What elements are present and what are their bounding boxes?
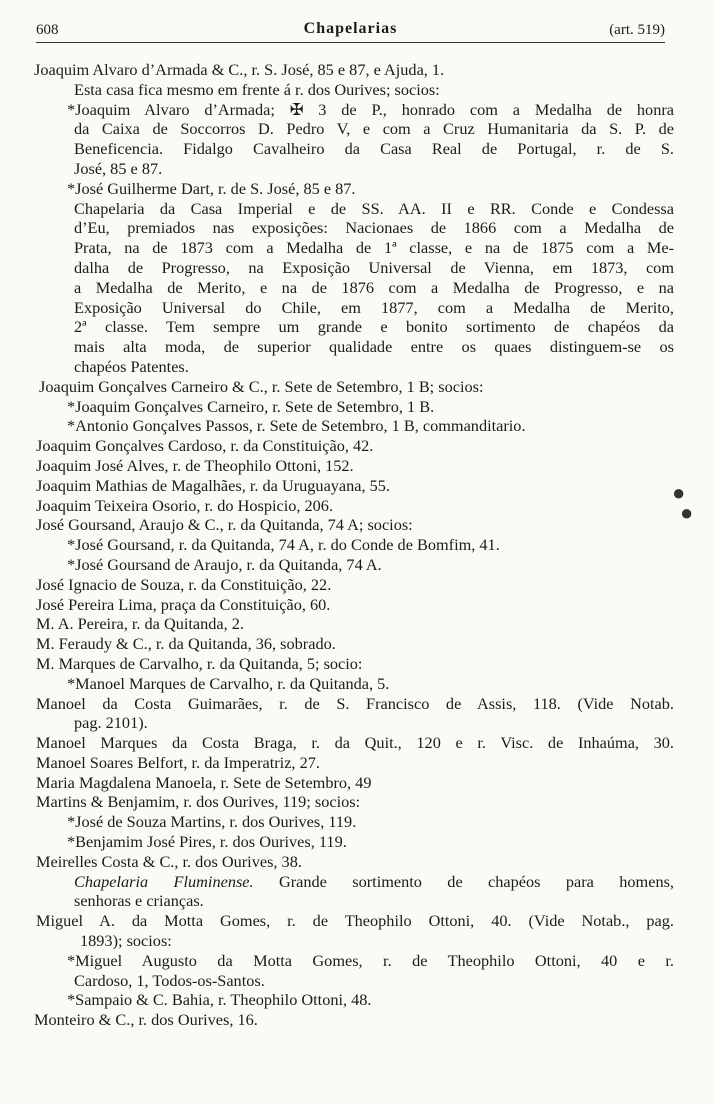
header-rule [36,42,665,43]
entry-line: Manoel Soares Belfort, r. da Imperatriz, 27. [36,752,320,772]
entry-line: pag. 2101). [74,713,148,733]
entry-line: Prata, na de 1873 com a Medalha de 1ª classe, e na de 1875 com a Me- [74,238,674,258]
article-reference: (art. 519) [609,22,665,38]
entry-line: Joaquim Mathias de Magalhães, r. da Uruguayana, 55. [36,475,391,495]
entry-line: Chapelaria Fluminense. Grande sortimento de chapéos para homens, [74,871,674,891]
ink-blot-icon: ● [680,500,694,525]
entry-line: *Antonio Gonçalves Passos, r. Sete de Setembro, 1 B, commanditario. [67,416,526,436]
entry-line: 2ª classe. Tem sempre um grande e bonito sortimento de chapéos da [74,317,674,337]
entry-line: M. Feraudy & C., r. da Quitanda, 36, sobrado. [36,634,336,654]
entry-line: a Medalha de Merito, e na de 1876 com a Medalha de Progresso, e na [74,277,674,297]
entry-line: Cardoso, 1, Todos-os-Santos. [74,970,265,990]
page-title: Chapelarias [303,20,398,37]
entry-line: dalha de Progresso, na Exposição Universal de Vienna, em 1873, com [74,257,674,277]
entry-line: *José Goursand de Araujo, r. da Quitanda, 74 A. [67,554,382,574]
entry-line: *Joaquim Alvaro d’Armada; ✠ 3 de P., honrado com a Medalha de honra [67,99,674,119]
entry-line: Joaquim José Alves, r. de Theophilo Ottoni, 152. [36,455,354,475]
entry-line: *Manoel Marques de Carvalho, r. da Quitanda, 5. [67,673,390,693]
entry-line: Martins & Benjamim, r. dos Ourives, 119; socios: [36,792,361,812]
entry-line: Chapelaria da Casa Imperial e de SS. AA. II e RR. Conde e Condessa [74,198,674,218]
entry-line: Esta casa fica mesmo em frente á r. dos Ourives; socios: [74,79,440,99]
entry-line: Exposição Universal do Chile, em 1877, com a Medalha de Merito, [74,297,674,317]
entry-line: M. Marques de Carvalho, r. da Quitanda, 5; socio: [36,653,363,673]
entry-line: *Benjamim José Pires, r. dos Ourives, 119. [67,832,347,852]
entry-line: Joaquim Gonçalves Cardoso, r. da Constituição, 42. [36,436,374,456]
entry-line: *José Guilherme Dart, r. de S. José, 85 e 87. [67,178,356,198]
entry-line: da Caixa de Soccorros D. Pedro V, e com a Cruz Humanitaria da S. P. de [74,119,674,139]
entry-line: *Sampaio & C. Bahia, r. Theophilo Ottoni, 48. [67,990,372,1010]
ink-blot-icon: ● [672,480,686,505]
entry-line: M. A. Pereira, r. da Quitanda, 2. [36,614,244,634]
entry-line: 1893); socios: [80,931,172,951]
entry-line: *Joaquim Gonçalves Carneiro, r. Sete de Setembro, 1 B. [67,396,435,416]
entry-line: José Goursand, Araujo & C., r. da Quitanda, 74 A; socios: [36,515,413,535]
entry-line: senhoras e crianças. [74,891,204,911]
entry-line: José Pereira Lima, praça da Constituição, 60. [36,594,331,614]
entry-line: Manoel Marques da Costa Braga, r. da Quit., 120 e r. Visc. de Inhaúma, 30. [36,733,674,753]
entry-line: mais alta moda, de superior qualidade entre os quaes distinguem-se os [74,337,674,357]
entry-line: *Miguel Augusto da Motta Gomes, r. de Theophilo Ottoni, 40 e r. [67,950,674,970]
entry-line: *José Goursand, r. da Quitanda, 74 A, r. do Conde de Bomfim, 41. [67,535,500,555]
page-number: 608 [36,22,59,38]
entry-line: Manoel da Costa Guimarães, r. de S. Francisco de Assis, 118. (Vide Notab. [36,693,674,713]
entry-line: chapéos Patentes. [74,356,189,376]
entry-line: Beneficencia. Fidalgo Cavalheiro da Casa Real de Portugal, r. de S. [74,139,674,159]
entry-line: Joaquim Gonçalves Carneiro & C., r. Sete de Setembro, 1 B; socios: [39,376,484,396]
entry-line: Joaquim Teixeira Osorio, r. do Hospicio, 206. [36,495,334,515]
entry-line: Maria Magdalena Manoela, r. Sete de Setembro, 49 [36,772,372,792]
entry-line: d’Eu, premiados nas exposições: Nacionaes de 1866 com a Medalha de [74,218,674,238]
entry-line: José Ignacio de Souza, r. da Constituição, 22. [36,574,332,594]
entry-line: Meirelles Costa & C., r. dos Ourives, 38. [36,851,302,871]
entry-line: José, 85 e 87. [74,158,163,178]
entry-line: Monteiro & C., r. dos Ourives, 16. [34,1010,258,1030]
firm-name: Chapelaria Fluminense. [74,871,254,891]
entry-line: Miguel A. da Motta Gomes, r. de Theophilo Ottoni, 40. (Vide Notab., pag. [36,911,674,931]
entry-line: *José de Souza Martins, r. dos Ourives, 119. [67,812,357,832]
directory-listing [34,60,674,1030]
entry-line: Joaquim Alvaro d’Armada & C., r. S. José, 85 e 87, e Ajuda, 1. [34,60,445,79]
